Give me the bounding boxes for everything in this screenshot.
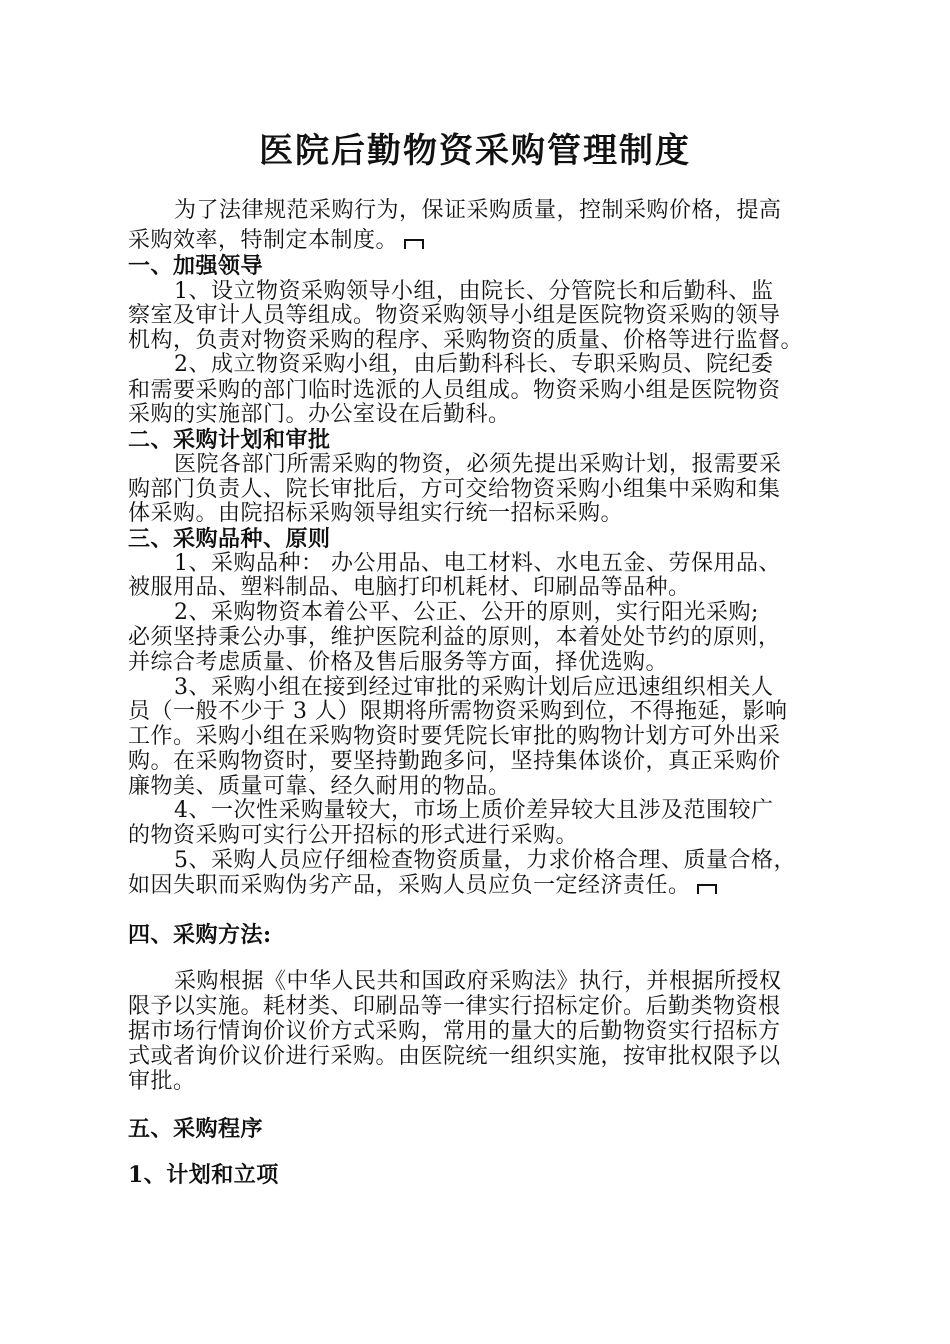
- line-text: 5、采购人员应仔细检查物资质量，力求价格合理、质量合格，: [174, 848, 796, 873]
- line-text: 为了法律规范采购行为，保证采购质量，控制采购价格，提高: [174, 198, 782, 223]
- paragraph-line: [174, 600, 759, 626]
- paragraph-line: [128, 873, 717, 899]
- paragraph-line: [174, 798, 774, 824]
- line-text: 2、成立物资采购小组，由后勤科科长、专职采购员、院纪委: [174, 352, 774, 377]
- paragraph-line: [128, 1044, 781, 1070]
- paragraph-line: [174, 675, 774, 701]
- paragraph-line: [174, 551, 781, 577]
- line-text: 五、采购程序: [128, 1116, 264, 1142]
- line-text: 如因失职而采购伪劣产品，采购人员应负一定经济责任。: [128, 873, 691, 898]
- paragraph-line: [128, 477, 781, 503]
- line-text: 体采购。由院招标采购领导组实行统一招标采购。: [128, 501, 624, 526]
- line-text: 2、采购物资本着公平、公正、公开的原则，实行阳光采购;: [174, 600, 759, 625]
- paragraph-line: [128, 328, 803, 354]
- paragraph-line: [128, 575, 691, 601]
- paragraph-line: [174, 279, 774, 305]
- line-text: 和需要采购的部门临时选派的人员组成。物资采购小组是医院物资: [128, 378, 781, 403]
- line-text: 必须坚持秉公办事，维护医院利益的原则，本着处处节约的原则，: [128, 625, 781, 650]
- line-text: 一、加强领导: [128, 253, 264, 279]
- paragraph-line: [128, 501, 623, 527]
- line-text: 察室及审计人员等组成。物资采购领导小组是医院物资采购的领导: [128, 303, 781, 328]
- line-text: 的物资采购可实行公开招标的形式进行采购。: [128, 823, 579, 848]
- section-heading: [128, 427, 331, 453]
- line-text: 三、采购品种、原则: [128, 526, 331, 552]
- line-text: 机构，负责对物资采购的程序、采购物资的质量、价格等进行监督。: [128, 328, 804, 353]
- paragraph-line: [128, 1069, 196, 1095]
- line-text: 限予以实施。耗材类、印刷品等一律实行招标定价。后勤类物资根: [128, 994, 781, 1019]
- section-heading: [128, 526, 331, 552]
- paragraph-line: [128, 303, 781, 329]
- paragraph-line: [128, 994, 781, 1020]
- paragraph-line: [128, 625, 781, 651]
- line-text: 工作。采购小组在采购物资时要凭院长审批的购物计划方可外出采: [128, 724, 781, 749]
- line-text: 式或者询价议价进行采购。由医院统一组织实施，按审批权限予以: [128, 1044, 781, 1069]
- line-text: 采购根据《中华人民共和国政府采购法》执行，并根据所授权: [174, 969, 782, 994]
- paragraph-mark-icon: [697, 884, 717, 894]
- line-text: 1、采购品种： 办公用品、电工材料、水电五金、劳保用品、: [174, 551, 781, 576]
- paragraph-line: [128, 749, 781, 775]
- line-text: 四、采购方法:: [128, 922, 272, 948]
- paragraph-line: [174, 848, 796, 874]
- line-text: 据市场行情询价议价方式采购，常用的量大的后勤物资实行招标方: [128, 1019, 781, 1044]
- line-text: 3、采购小组在接到经过审批的采购计划后应迅速组织相关人: [174, 675, 774, 700]
- section-heading: [128, 922, 272, 948]
- line-text: 员（一般不少于 3 人）限期将所需物资采购到位，不得拖延，影响: [128, 699, 788, 724]
- paragraph-line: [128, 402, 511, 428]
- paragraph-line: [174, 352, 774, 378]
- line-text: 1、设立物资采购领导小组，由院长、分管院长和后勤科、监: [174, 279, 774, 304]
- section-heading: [128, 253, 263, 279]
- paragraph-line: [128, 823, 578, 849]
- section-heading: [128, 1162, 279, 1188]
- line-text: 被服用品、塑料制品、电脑打印机耗材、印刷品等品种。: [128, 575, 691, 600]
- paragraph-line: [128, 378, 781, 404]
- line-text: 4、一次性采购量较大，市场上质价差异较大且涉及范围较广: [174, 798, 774, 823]
- paragraph-line: [128, 650, 668, 676]
- line-text: 采购的实施部门。办公室设在后勤科。: [128, 402, 511, 427]
- paragraph-line: [174, 969, 782, 995]
- line-text: 廉物美、质量可靠、经久耐用的物品。: [128, 774, 511, 799]
- line-text: 1、计划和立项: [128, 1162, 279, 1188]
- line-text: 医院各部门所需采购的物资，必须先提出采购计划，报需要采: [174, 452, 782, 477]
- line-text: 二、采购计划和审批: [128, 427, 331, 453]
- line-text: 审批。: [128, 1069, 196, 1094]
- paragraph-line: [128, 724, 781, 750]
- line-text: 购部门负责人、院长审批后，方可交给物资采购小组集中采购和集: [128, 477, 781, 502]
- line-text: 采购效率，特制定本制度。: [128, 228, 399, 253]
- paragraph-line: [128, 774, 511, 800]
- paragraph-mark-icon: [404, 239, 424, 249]
- document-title: 医院后勤物资采购管理制度: [259, 131, 691, 171]
- paragraph-line: [128, 228, 424, 254]
- section-heading: [128, 1116, 263, 1142]
- line-text: 购。在采购物资时，要坚持勤跑多问，坚持集体谈价，真正采购价: [128, 749, 781, 774]
- paragraph-line: [174, 198, 782, 224]
- line-text: 并综合考虑质量、价格及售后服务等方面，择优选购。: [128, 650, 669, 675]
- paragraph-line: [128, 1019, 781, 1045]
- paragraph-line: [174, 452, 782, 478]
- paragraph-line: [128, 699, 788, 725]
